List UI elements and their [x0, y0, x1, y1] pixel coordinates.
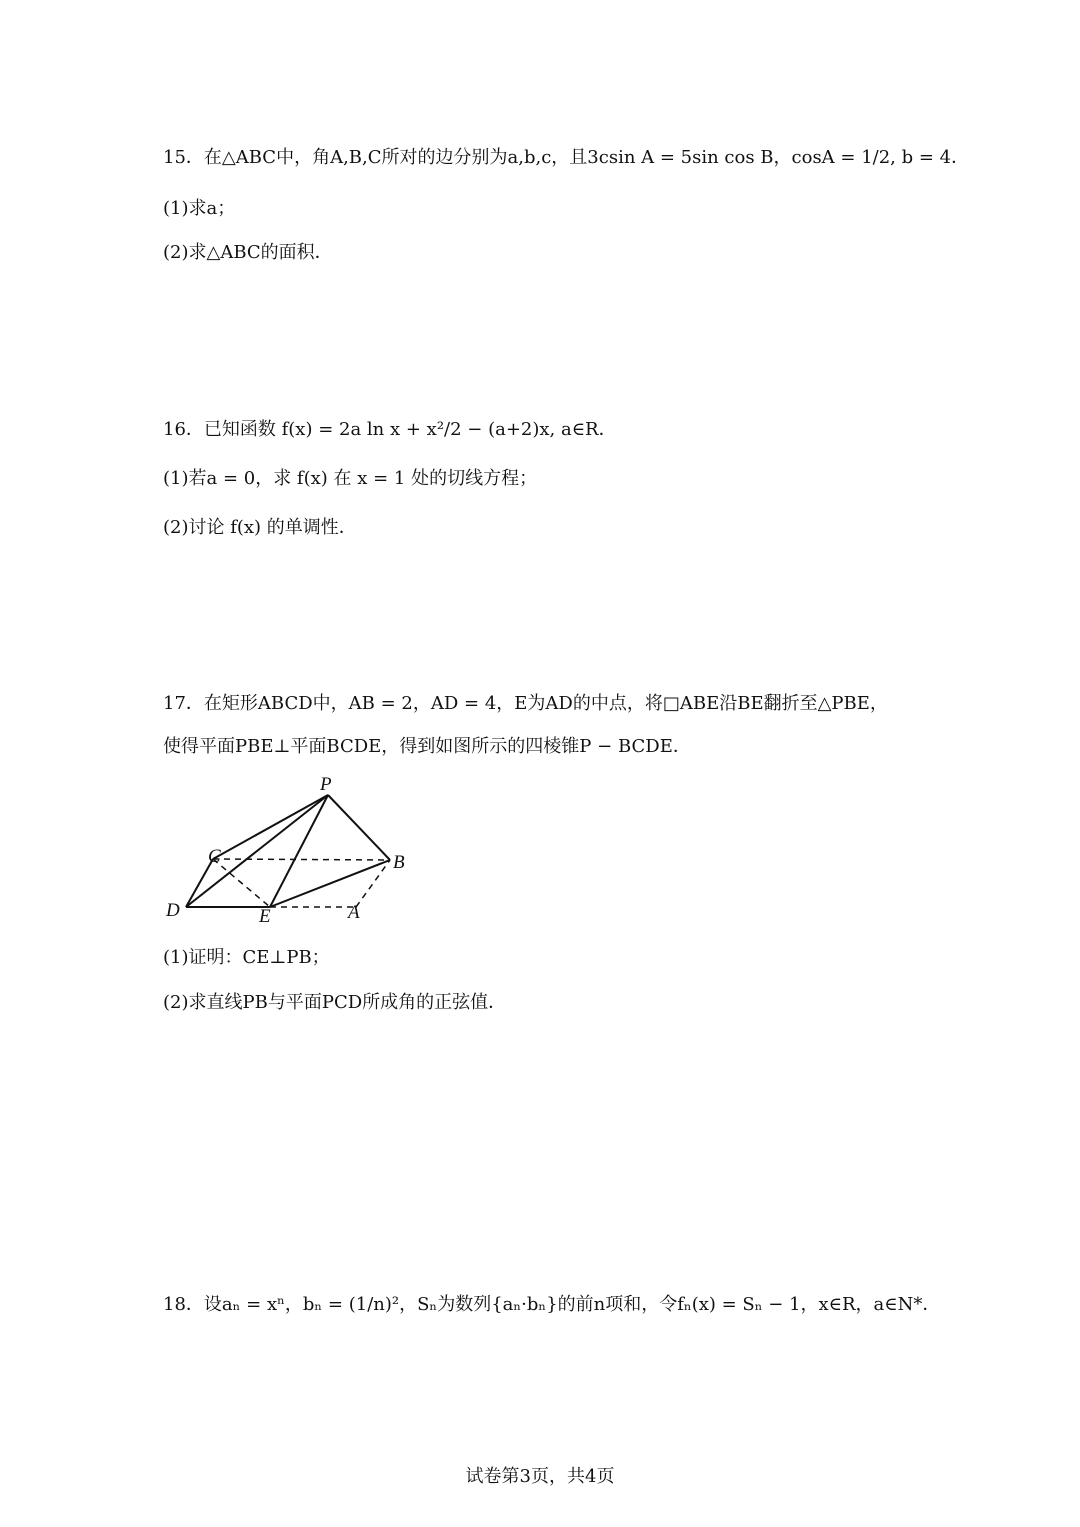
q17-stem-line1: 17．在矩形ABCD中，AB = 2，AD = 4，E为AD的中点，将□ABE沿BE翻折至△PBE，	[163, 693, 888, 714]
label-A: A	[348, 902, 360, 923]
label-C: C	[208, 846, 221, 867]
edge-CE-hidden	[213, 859, 270, 907]
q16-stem: 16．已知函数 f(x) = 2a ln x + x²/2 − (a+2)x, a∈R．	[163, 419, 617, 440]
pyramid-figure	[160, 770, 420, 930]
q18-stem: 18．设aₙ = xⁿ，bₙ = (1/n)²，Sₙ为数列{aₙ·bₙ}的前n项和，令fₙ(x) = Sₙ − 1，x∈R，a∈N*．	[163, 1294, 941, 1315]
q17-stem-line2: 使得平面PBE⊥平面BCDE，得到如图所示的四棱锥P − BCDE．	[163, 736, 691, 757]
label-E: E	[259, 906, 271, 927]
edge-CB-hidden	[213, 859, 390, 860]
q16-part2: (2)讨论 f(x) 的单调性．	[163, 517, 357, 538]
label-B: B	[393, 852, 405, 873]
label-D: D	[166, 900, 180, 921]
edge-PB	[328, 795, 390, 860]
label-P: P	[320, 774, 332, 795]
q15-part1: (1)求a；	[163, 198, 236, 219]
q17-part1: (1)证明：CE⊥PB；	[163, 947, 330, 968]
q15-part2: (2)求△ABC的面积．	[163, 242, 333, 263]
q17-part2: (2)求直线PB与平面PCD所成角的正弦值．	[163, 992, 507, 1013]
page-footer: 试卷第3页，共4页	[465, 1466, 615, 1487]
q16-part1: (1)若a = 0，求 f(x) 在 x = 1 处的切线方程；	[163, 468, 538, 489]
q15-stem: 15．在△ABC中，角A,B,C所对的边分别为a,b,c，且3csin A = 5sin cos B，cosA = 1/2, b = 4．	[163, 147, 970, 168]
edge-EB	[270, 860, 390, 907]
